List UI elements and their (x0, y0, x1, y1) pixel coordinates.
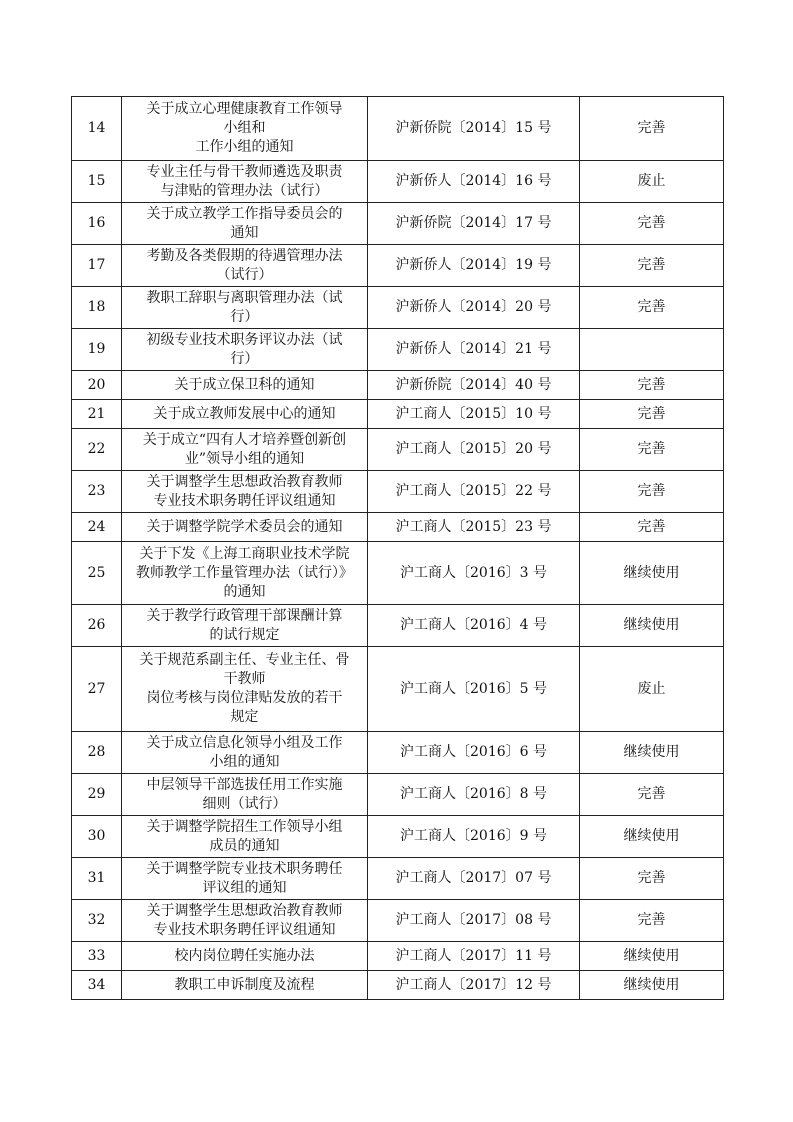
document-number (368, 900, 580, 942)
document-number (368, 97, 580, 161)
document-number (368, 371, 580, 400)
document-title-text: 关于成立信息化领导小组及工作 小组的通知 (146, 734, 343, 770)
document-title-text: 教职工申诉制度及流程 (174, 976, 315, 993)
document-title (122, 971, 368, 1000)
status-cell (580, 816, 724, 858)
document-number (368, 245, 580, 287)
document-title (122, 400, 368, 429)
status-cell-text: 继续使用 (623, 976, 680, 993)
status-cell-text: 完善 (637, 441, 666, 457)
document-title (122, 900, 368, 942)
row-number-text: 30 (87, 828, 106, 844)
document-title (122, 245, 368, 287)
status-cell (580, 400, 724, 429)
row-number (72, 647, 122, 732)
status-cell (580, 471, 724, 513)
row-number-text: 19 (87, 341, 106, 357)
document-title-text: 考勤及各类假期的待遇管理办法 （试行） (146, 247, 343, 283)
row-number (72, 732, 122, 774)
status-cell-text: 继续使用 (623, 828, 680, 844)
row-number (72, 858, 122, 900)
table-row (72, 245, 724, 287)
table-row (72, 605, 724, 647)
table-row (72, 647, 724, 732)
document-title (122, 732, 368, 774)
row-number-text: 31 (87, 870, 106, 886)
document-title-text: 关于成立保卫科的通知 (174, 376, 315, 393)
document-number (368, 400, 580, 429)
document-number-text: 沪工商人〔2017〕12 号 (395, 976, 552, 993)
row-number (72, 774, 122, 816)
row-number (72, 161, 122, 203)
document-number (368, 429, 580, 471)
row-number (72, 400, 122, 429)
document-title-text: 关于成立“四有人才培养暨创新创 业”领导小组的通知 (142, 431, 347, 467)
status-cell-text: 完善 (637, 120, 666, 136)
row-number-text: 32 (87, 912, 106, 928)
document-title-text: 关于调整学院学术委员会的通知 (146, 518, 343, 535)
document-number (368, 605, 580, 647)
table-row (72, 774, 724, 816)
row-number (72, 329, 122, 371)
document-title-text: 教职工辞职与离职管理办法（试 行） (146, 289, 343, 325)
document-number-text: 沪工商人〔2017〕11 号 (395, 947, 552, 964)
document-title (122, 429, 368, 471)
document-number (368, 542, 580, 605)
document-title (122, 858, 368, 900)
status-cell (580, 287, 724, 329)
table-row (72, 400, 724, 429)
row-number-text: 29 (87, 786, 106, 802)
document-number-text: 沪新侨人〔2014〕19 号 (395, 257, 552, 273)
table-row (72, 513, 724, 542)
document-title-text: 关于调整学院专业技术职务聘任 评议组的通知 (146, 860, 343, 896)
document-title-text: 初级专业技术职务评议办法（试 行） (146, 331, 343, 367)
status-cell-text: 继续使用 (623, 617, 680, 633)
row-number-text: 26 (87, 617, 106, 633)
row-number-text: 33 (87, 947, 106, 964)
document-title (122, 647, 368, 732)
document-number-text: 沪工商人〔2016〕8 号 (400, 786, 547, 802)
status-cell-text: 完善 (637, 483, 666, 499)
document-title (122, 97, 368, 161)
document-title (122, 605, 368, 647)
table-row (72, 542, 724, 605)
document-title (122, 287, 368, 329)
table-row (72, 900, 724, 942)
status-cell-text: 完善 (637, 215, 666, 231)
document-number (368, 774, 580, 816)
document-title-text: 关于调整学院招生工作领导小组 成员的通知 (146, 818, 343, 854)
row-number (72, 429, 122, 471)
row-number (72, 971, 122, 1000)
document-number (368, 647, 580, 732)
document-title (122, 471, 368, 513)
status-cell (580, 858, 724, 900)
document-title (122, 542, 368, 605)
document-number-text: 沪新侨人〔2014〕20 号 (395, 299, 552, 315)
row-number (72, 203, 122, 245)
document-number-text: 沪工商人〔2016〕6 号 (400, 744, 547, 760)
document-number-text: 沪工商人〔2016〕3 号 (400, 564, 547, 581)
row-number (72, 900, 122, 942)
status-cell (580, 203, 724, 245)
document-number-text: 沪工商人〔2016〕5 号 (400, 680, 547, 697)
status-cell-text: 完善 (637, 257, 666, 273)
table-row (72, 371, 724, 400)
table-row (72, 429, 724, 471)
status-cell-text: 完善 (637, 405, 666, 422)
status-cell (580, 971, 724, 1000)
status-cell (580, 942, 724, 971)
document-title-text: 中层领导干部选拔任用工作实施 细则（试行） (146, 776, 343, 812)
status-cell (580, 605, 724, 647)
status-cell (580, 329, 724, 371)
status-cell-text: 完善 (637, 786, 666, 802)
document-number (368, 287, 580, 329)
regulations-table (71, 96, 724, 1000)
document-number-text: 沪新侨院〔2014〕15 号 (395, 120, 552, 136)
status-cell (580, 245, 724, 287)
row-number-text: 17 (87, 257, 106, 273)
row-number-text: 20 (87, 376, 106, 393)
status-cell (580, 774, 724, 816)
row-number-text: 27 (87, 680, 106, 697)
row-number-text: 23 (87, 483, 106, 499)
document-title-text: 关于调整学生思想政治教育教师 专业技术职务聘任评议组通知 (146, 902, 343, 938)
table-row (72, 971, 724, 1000)
document-title-text: 关于教学行政管理干部课酬计算 的试行规定 (146, 607, 343, 643)
document-title-text: 关于成立教学工作指导委员会的 通知 (146, 205, 343, 241)
document-number (368, 161, 580, 203)
document-title (122, 203, 368, 245)
document-title-text: 关于规范系副主任、专业主任、骨 干教师 岗位考核与岗位津贴发放的若干 规定 (139, 652, 350, 725)
status-cell-text: 完善 (637, 376, 666, 393)
row-number-text: 16 (87, 215, 106, 231)
row-number (72, 605, 122, 647)
row-number (72, 97, 122, 161)
document-number (368, 329, 580, 371)
document-title (122, 161, 368, 203)
status-cell-text: 废止 (637, 173, 666, 189)
table-row (72, 287, 724, 329)
status-cell-text: 继续使用 (623, 744, 680, 760)
document-number-text: 沪工商人〔2015〕22 号 (395, 483, 552, 499)
row-number-text: 24 (87, 518, 106, 535)
document-title (122, 371, 368, 400)
document-number (368, 971, 580, 1000)
row-number (72, 542, 122, 605)
row-number-text: 28 (87, 744, 106, 760)
status-cell-text: 完善 (637, 912, 666, 928)
row-number-text: 21 (87, 405, 106, 422)
table-row (72, 816, 724, 858)
document-number-text: 沪工商人〔2016〕4 号 (400, 617, 547, 633)
status-cell-text: 完善 (637, 518, 666, 535)
status-cell (580, 371, 724, 400)
status-cell-text: 完善 (637, 870, 666, 886)
table-body (72, 97, 724, 1000)
row-number-text: 14 (87, 120, 106, 136)
status-cell (580, 97, 724, 161)
status-cell (580, 513, 724, 542)
document-title-text: 专业主任与骨干教师遴选及职责 与津贴的管理办法（试行） (146, 163, 343, 199)
document-number-text: 沪新侨院〔2014〕17 号 (395, 215, 552, 231)
document-title (122, 816, 368, 858)
row-number (72, 245, 122, 287)
row-number (72, 471, 122, 513)
row-number-text: 18 (87, 299, 106, 315)
status-cell-text: 继续使用 (623, 564, 680, 581)
document-number-text: 沪工商人〔2015〕20 号 (395, 441, 552, 457)
document-number-text: 沪新侨人〔2014〕21 号 (395, 341, 552, 357)
table-row (72, 97, 724, 161)
table-row (72, 329, 724, 371)
table-row (72, 203, 724, 245)
document-number-text: 沪新侨人〔2014〕16 号 (395, 173, 552, 189)
document-number-text: 沪工商人〔2017〕07 号 (395, 870, 552, 886)
document-title-text: 关于下发《上海工商职业技术学院 教师教学工作量管理办法（试行）》 的通知 (136, 545, 353, 600)
document-number (368, 471, 580, 513)
document-number (368, 203, 580, 245)
document-title-text: 关于成立教师发展中心的通知 (153, 405, 336, 422)
table-row (72, 858, 724, 900)
document-title (122, 329, 368, 371)
status-cell-text: 继续使用 (623, 947, 680, 964)
document-number (368, 942, 580, 971)
status-cell (580, 542, 724, 605)
document-title (122, 513, 368, 542)
document-number-text: 沪工商人〔2015〕10 号 (395, 405, 552, 422)
document-number (368, 858, 580, 900)
document-title-text: 关于调整学生思想政治教育教师 专业技术职务聘任评议组通知 (146, 473, 343, 509)
document-number-text: 沪新侨院〔2014〕40 号 (395, 376, 552, 393)
row-number (72, 816, 122, 858)
table-row (72, 942, 724, 971)
status-cell-text: 废止 (637, 680, 666, 697)
document-title (122, 942, 368, 971)
status-cell (580, 429, 724, 471)
document-number-text: 沪工商人〔2015〕23 号 (395, 518, 552, 535)
row-number (72, 942, 122, 971)
status-cell-text: 完善 (637, 299, 666, 315)
row-number (72, 371, 122, 400)
row-number-text: 25 (87, 564, 106, 581)
status-cell (580, 900, 724, 942)
row-number (72, 513, 122, 542)
document-number (368, 732, 580, 774)
table-row (72, 471, 724, 513)
row-number (72, 287, 122, 329)
table-row (72, 732, 724, 774)
status-cell (580, 647, 724, 732)
document-title (122, 774, 368, 816)
document-number-text: 沪工商人〔2016〕9 号 (400, 828, 547, 844)
status-cell (580, 161, 724, 203)
document-title-text: 关于成立心理健康教育工作领导 小组和 工作小组的通知 (146, 101, 343, 155)
document-title-text: 校内岗位聘任实施办法 (174, 947, 315, 964)
row-number-text: 15 (87, 173, 106, 189)
status-cell (580, 732, 724, 774)
row-number-text: 34 (87, 976, 106, 993)
document-number-text: 沪工商人〔2017〕08 号 (395, 912, 552, 928)
document-number (368, 513, 580, 542)
row-number-text: 22 (87, 441, 106, 457)
table-row (72, 161, 724, 203)
document-number (368, 816, 580, 858)
